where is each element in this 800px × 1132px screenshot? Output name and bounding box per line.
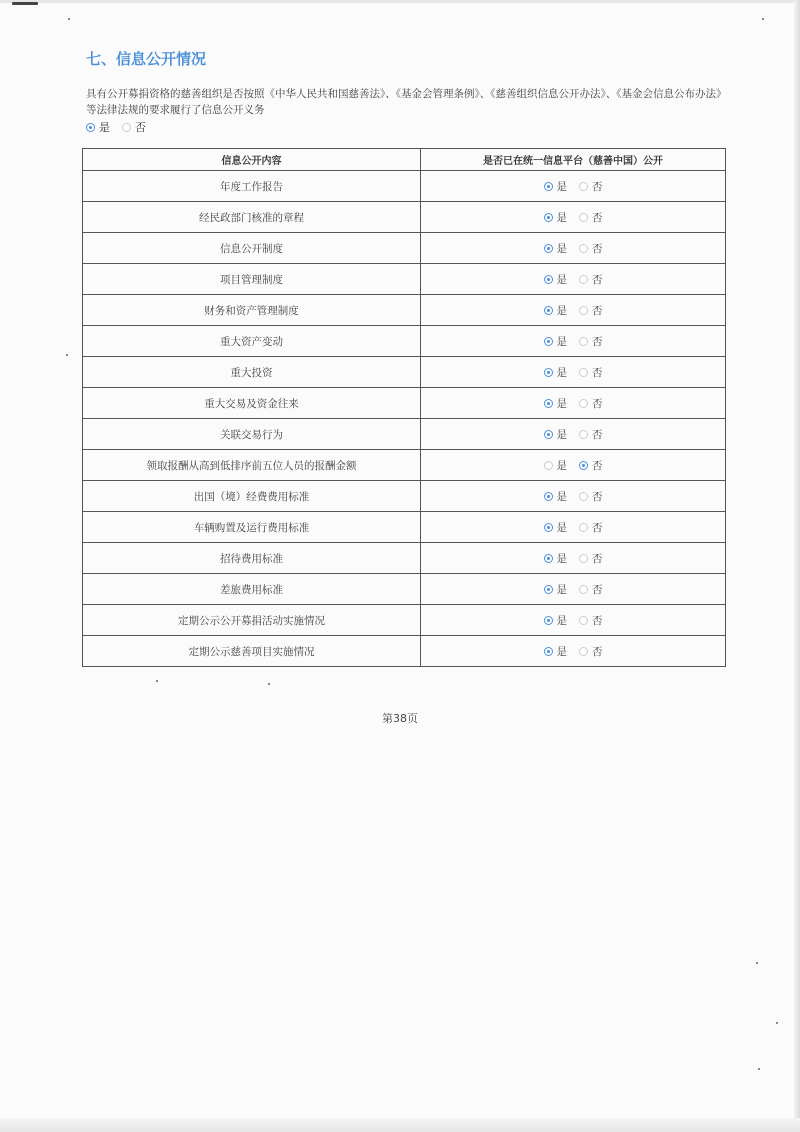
yes-radio[interactable] xyxy=(544,616,553,625)
scan-edge-top xyxy=(0,0,800,3)
no-radio[interactable] xyxy=(579,461,588,470)
row-published-choice xyxy=(421,512,726,543)
no-label: 否 xyxy=(592,614,603,627)
no-radio[interactable] xyxy=(579,306,588,315)
yes-radio[interactable] xyxy=(544,523,553,532)
row-published-choice xyxy=(421,233,726,264)
no-label: 否 xyxy=(592,397,603,410)
row-published-choice xyxy=(421,388,726,419)
yes-radio[interactable] xyxy=(544,399,553,408)
row-published-choice xyxy=(421,326,726,357)
scan-edge-right xyxy=(794,0,800,1132)
table-row xyxy=(83,388,726,419)
yes-radio[interactable] xyxy=(544,461,553,470)
yes-label: 是 xyxy=(556,273,567,286)
row-published-choice xyxy=(421,357,726,388)
yes-radio[interactable] xyxy=(86,123,95,132)
scan-dust xyxy=(776,1022,778,1024)
row-published-choice xyxy=(421,636,726,667)
no-label: 否 xyxy=(592,459,603,472)
header-content: 信息公开内容 xyxy=(83,149,421,171)
yes-label: 是 xyxy=(556,614,567,627)
scan-dust xyxy=(762,18,764,20)
scan-dust xyxy=(756,962,758,964)
row-published-choice xyxy=(421,574,726,605)
row-item-label: 项目管理制度 xyxy=(83,264,421,295)
row-published-choice xyxy=(421,171,726,202)
yes-radio[interactable] xyxy=(544,585,553,594)
row-published-choice xyxy=(421,450,726,481)
scan-mark xyxy=(12,2,38,5)
table-header-row xyxy=(83,149,726,171)
row-item-label: 重大交易及资金往来 xyxy=(83,388,421,419)
yes-label: 是 xyxy=(556,397,567,410)
yes-radio[interactable] xyxy=(544,368,553,377)
row-published-choice xyxy=(421,605,726,636)
no-label: 否 xyxy=(135,121,146,134)
scan-dust xyxy=(758,1068,760,1070)
row-item-label: 定期公示慈善项目实施情况 xyxy=(83,636,421,667)
no-radio[interactable] xyxy=(579,368,588,377)
no-radio[interactable] xyxy=(579,554,588,563)
no-label: 否 xyxy=(592,521,603,534)
yes-radio[interactable] xyxy=(544,337,553,346)
no-label: 否 xyxy=(592,273,603,286)
no-radio[interactable] xyxy=(579,523,588,532)
table-row xyxy=(83,605,726,636)
table-row xyxy=(83,543,726,574)
row-item-label: 重大投资 xyxy=(83,357,421,388)
row-item-label: 领取报酬从高到低排序前五位人员的报酬金额 xyxy=(83,450,421,481)
row-item-label: 重大资产变动 xyxy=(83,326,421,357)
header-published: 是否已在统一信息平台（慈善中国）公开 xyxy=(421,149,726,171)
row-published-choice xyxy=(421,202,726,233)
row-published-choice xyxy=(421,481,726,512)
no-label: 否 xyxy=(592,645,603,658)
yes-label: 是 xyxy=(556,552,567,565)
row-item-label: 关联交易行为 xyxy=(83,419,421,450)
yes-label: 是 xyxy=(99,121,110,134)
row-item-label: 出国（境）经费费用标准 xyxy=(83,481,421,512)
no-radio[interactable] xyxy=(579,647,588,656)
row-item-label: 信息公开制度 xyxy=(83,233,421,264)
no-label: 否 xyxy=(592,366,603,379)
page-number: 第38页 xyxy=(382,712,418,725)
yes-radio[interactable] xyxy=(544,213,553,222)
yes-label: 是 xyxy=(556,645,567,658)
scan-dust xyxy=(268,683,270,685)
no-radio[interactable] xyxy=(579,616,588,625)
scan-dust xyxy=(156,680,158,682)
no-label: 否 xyxy=(592,583,603,596)
scan-dust xyxy=(68,18,70,20)
yes-radio[interactable] xyxy=(544,554,553,563)
yes-label: 是 xyxy=(556,211,567,224)
table-row xyxy=(83,202,726,233)
table-row xyxy=(83,233,726,264)
row-published-choice xyxy=(421,419,726,450)
yes-radio[interactable] xyxy=(544,182,553,191)
no-radio[interactable] xyxy=(579,244,588,253)
no-label: 否 xyxy=(592,335,603,348)
yes-label: 是 xyxy=(556,242,567,255)
no-label: 否 xyxy=(592,428,603,441)
table-row xyxy=(83,450,726,481)
yes-label: 是 xyxy=(556,366,567,379)
yes-radio[interactable] xyxy=(544,647,553,656)
table-row xyxy=(83,264,726,295)
table-row xyxy=(83,171,726,202)
row-item-label: 经民政部门核准的章程 xyxy=(83,202,421,233)
no-radio[interactable] xyxy=(579,275,588,284)
yes-label: 是 xyxy=(556,428,567,441)
table-row xyxy=(83,481,726,512)
no-label: 否 xyxy=(592,211,603,224)
table-row xyxy=(83,512,726,543)
row-published-choice xyxy=(421,543,726,574)
no-radio[interactable] xyxy=(579,337,588,346)
no-radio[interactable] xyxy=(579,213,588,222)
table-row xyxy=(83,636,726,667)
row-item-label: 车辆购置及运行费用标准 xyxy=(83,512,421,543)
no-radio[interactable] xyxy=(579,585,588,594)
yes-label: 是 xyxy=(556,180,567,193)
row-published-choice xyxy=(421,295,726,326)
row-item-label: 财务和资产管理制度 xyxy=(83,295,421,326)
row-published-choice xyxy=(421,264,726,295)
yes-label: 是 xyxy=(556,583,567,596)
yes-radio[interactable] xyxy=(544,492,553,501)
row-item-label: 招待费用标准 xyxy=(83,543,421,574)
yes-radio[interactable] xyxy=(544,306,553,315)
scan-dust xyxy=(66,354,68,356)
no-radio[interactable] xyxy=(122,123,131,132)
scan-edge-bottom xyxy=(0,1118,800,1132)
yes-label: 是 xyxy=(556,521,567,534)
yes-radio[interactable] xyxy=(544,244,553,253)
table-row xyxy=(83,574,726,605)
table-body xyxy=(83,171,726,667)
no-label: 否 xyxy=(592,180,603,193)
yes-radio[interactable] xyxy=(544,430,553,439)
yes-label: 是 xyxy=(556,490,567,503)
section-title: 七、信息公开情况 xyxy=(86,50,207,68)
no-radio[interactable] xyxy=(579,399,588,408)
no-label: 否 xyxy=(592,552,603,565)
disclosure-table xyxy=(82,148,726,667)
no-label: 否 xyxy=(592,490,603,503)
section-intro: 具有公开募捐资格的慈善组织是否按照《中华人民共和国慈善法》、《基金会管理条例》、《慈善组织信息公开办法》、《基金会信息公布办法》等法律法规的要求履行了信息公开义务 xyxy=(86,88,727,116)
no-label: 否 xyxy=(592,304,603,317)
table-row xyxy=(83,295,726,326)
yes-label: 是 xyxy=(556,459,567,472)
no-radio[interactable] xyxy=(579,492,588,501)
row-item-label: 差旅费用标准 xyxy=(83,574,421,605)
table-row xyxy=(83,357,726,388)
row-item-label: 定期公示公开募捐活动实施情况 xyxy=(83,605,421,636)
row-item-label: 年度工作报告 xyxy=(83,171,421,202)
no-label: 否 xyxy=(592,242,603,255)
no-radio[interactable] xyxy=(579,430,588,439)
yes-label: 是 xyxy=(556,335,567,348)
yes-radio[interactable] xyxy=(544,275,553,284)
disclosure-compliance-choice xyxy=(86,119,146,135)
yes-label: 是 xyxy=(556,304,567,317)
no-radio[interactable] xyxy=(579,182,588,191)
table-row xyxy=(83,326,726,357)
table-row xyxy=(83,419,726,450)
